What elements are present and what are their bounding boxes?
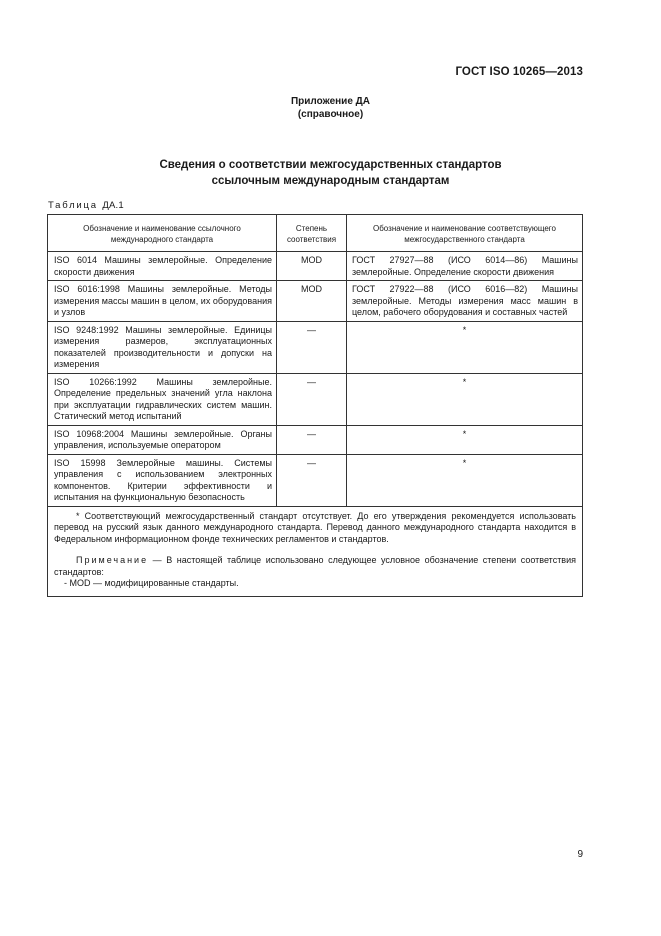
section-title-line-1: Сведения о соответствии межгосударственных стандартов <box>159 159 502 171</box>
document-code: ГОСТ ISO 10265—2013 <box>455 66 583 78</box>
cell-degree: — <box>277 373 347 425</box>
cell-international-standard: ISO 9248:1992 Машины землеройные. Единицы измерения размеров, эксплуатационных показателей производительности и допуски на измерения <box>48 321 277 373</box>
table-caption <box>48 200 124 211</box>
table-row <box>48 321 583 373</box>
note-text: — В настоящей таблице использовано следующее условное обозначение степени соответствия стандартов: <box>54 555 576 577</box>
cell-international-standard: ISO 6016:1998 Машины землеройные. Методы измерения массы машин в целом, их оборудования и узлов <box>48 281 277 322</box>
cell-international-standard: ISO 10266:1992 Машины землеройные. Определение предельных значений угла наклона при эксплуатации гидравлических систем машин. Статический метод испытаний <box>48 373 277 425</box>
cell-national-standard: * <box>347 454 583 506</box>
table-row <box>48 454 583 506</box>
cell-national-standard: ГОСТ 27922—88 (ИСО 6016—82) Машины землеройные. Методы измерения масс машин в целом, рабочего оборудования и составных частей <box>347 281 583 322</box>
cell-national-standard: * <box>347 373 583 425</box>
note-item: - MOD — модифицированные стандарты. <box>64 578 239 588</box>
cell-degree: MOD <box>277 281 347 322</box>
table-row <box>48 373 583 425</box>
cell-degree: — <box>277 321 347 373</box>
cell-degree: MOD <box>277 252 347 281</box>
appendix-title: Приложение ДА <box>290 96 371 107</box>
table-caption-label: Таблица <box>48 200 98 211</box>
table-footnote: * Соответствующий межгосударственный стандарт отсутствует. До его утверждения рекомендуется использовать перевод на русский язык данного международного стандарта. Перевод данного международного стандарта находится в Федеральном информационном фонде технических регламентов и стандартов. <box>54 510 576 544</box>
section-title-line-2: ссылочным международным стандартам <box>211 175 450 187</box>
cell-international-standard: ISO 6014 Машины землеройные. Определение скорости движения <box>48 252 277 281</box>
table-footer <box>48 506 583 596</box>
table-row <box>48 425 583 454</box>
table-row <box>48 252 583 281</box>
table-row <box>48 281 583 322</box>
table-header-row <box>48 215 583 252</box>
cell-national-standard: * <box>347 321 583 373</box>
page-number: 9 <box>577 849 583 860</box>
cell-international-standard: ISO 15998 Землеройные машины. Системы управления с использованием электронных компонентов. Критерии эффективности и испытания на функциональную безопасность <box>48 454 277 506</box>
table-footer-row <box>48 506 583 596</box>
column-header-national: Обозначение и наименование соответствующего межгосударственного стандарта <box>347 215 583 252</box>
column-header-degree: Степень соответствия <box>277 215 347 252</box>
cell-national-standard: * <box>347 425 583 454</box>
cell-national-standard: ГОСТ 27927—88 (ИСО 6014—86) Машины землеройные. Определение скорости движения <box>347 252 583 281</box>
column-header-international: Обозначение и наименование ссылочного международного стандарта <box>48 215 277 252</box>
table-caption-number: ДА.1 <box>102 200 124 211</box>
section-title <box>0 157 661 189</box>
correspondence-table <box>47 214 583 597</box>
cell-degree: — <box>277 454 347 506</box>
note-label: Примечание <box>76 555 149 565</box>
appendix-subtitle: (справочное) <box>297 109 364 120</box>
cell-international-standard: ISO 10968:2004 Машины землеройные. Органы управления, используемые оператором <box>48 425 277 454</box>
appendix-heading <box>0 95 661 121</box>
table-note <box>54 555 576 578</box>
cell-degree: — <box>277 425 347 454</box>
